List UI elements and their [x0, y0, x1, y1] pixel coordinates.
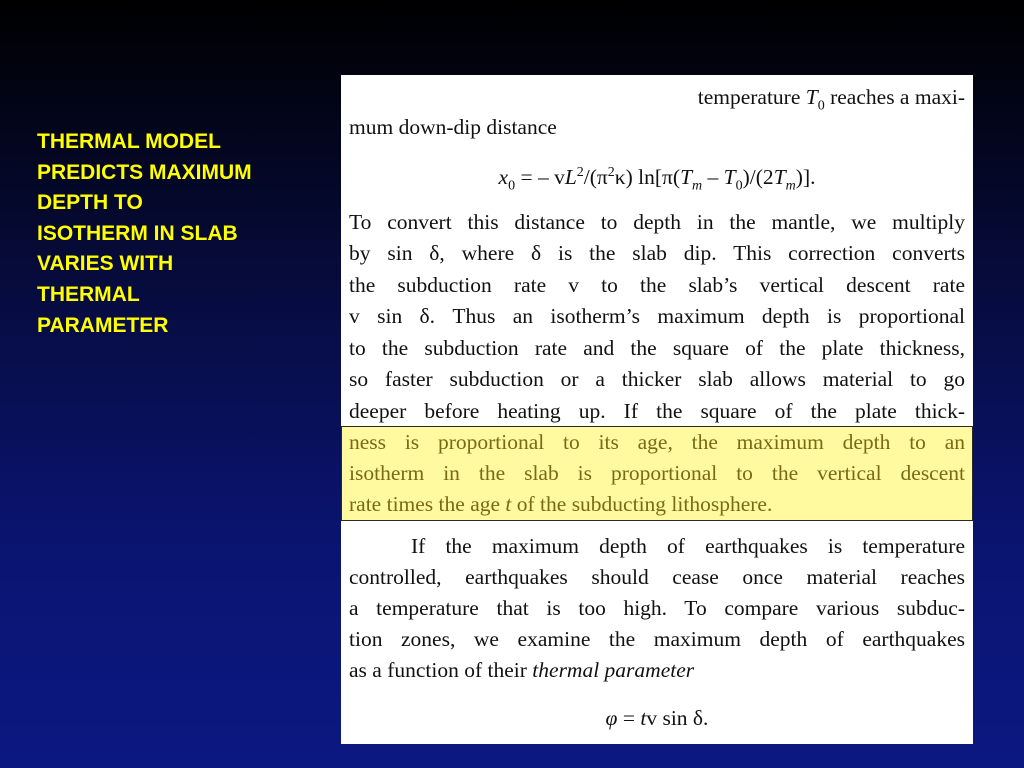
excerpt-line: so faster subduction or a thicker slab allows material to go — [349, 367, 965, 391]
clipped-top-line — [341, 56, 973, 78]
equation-thermal-parameter: φ = tv sin δ. — [605, 706, 709, 730]
excerpt-line: as a function of their thermal parameter — [349, 658, 695, 682]
excerpt-line: v sin δ. Thus an isotherm’s maximum depth is proportional — [349, 304, 965, 328]
excerpt-line: a temperature that is too high. To compare various subduc- — [349, 596, 965, 620]
excerpt-line: temperature $T_0$ reaches a maxi- — [697, 85, 965, 114]
equation-x0: $x_0$ = – $vL^2/(\pi^2\kappa)$ $\ln[\pi(T_m - T_0)/(2T_m)]$. — [498, 164, 816, 194]
excerpt-line: deeper before heating up. If the square of the plate thick- — [349, 399, 965, 423]
highlighted-line: isotherm in the slab is proportional to the vertical descent — [349, 461, 965, 485]
slide-title: THERMAL MODEL PREDICTS MAXIMUM DEPTH TO ISOTHERM IN SLAB VARIES WITH THERMAL PARAMETER — [37, 130, 252, 337]
highlighted-line: ness is proportional to its age, the maximum depth to an — [349, 430, 965, 454]
textbook-excerpt — [341, 75, 973, 744]
excerpt-line: the subduction rate v to the slab’s vertical descent rate — [349, 273, 965, 297]
excerpt-line: to the subduction rate and the square of the plate thickness, — [349, 336, 965, 360]
excerpt-line: To convert this distance to depth in the mantle, we multiply — [349, 210, 965, 234]
excerpt-line: controlled, earthquakes should cease once material reaches — [349, 565, 965, 589]
excerpt-line: If the maximum depth of earthquakes is temperature — [411, 534, 965, 558]
excerpt-line: tion zones, we examine the maximum depth of earthquakes — [349, 627, 965, 651]
highlighted-line: rate times the age t of the subducting lithosphere. — [349, 492, 773, 516]
excerpt-line: by sin δ, where δ is the slab dip. This correction converts — [349, 241, 965, 265]
excerpt-line: mum down-dip distance — [349, 115, 557, 139]
